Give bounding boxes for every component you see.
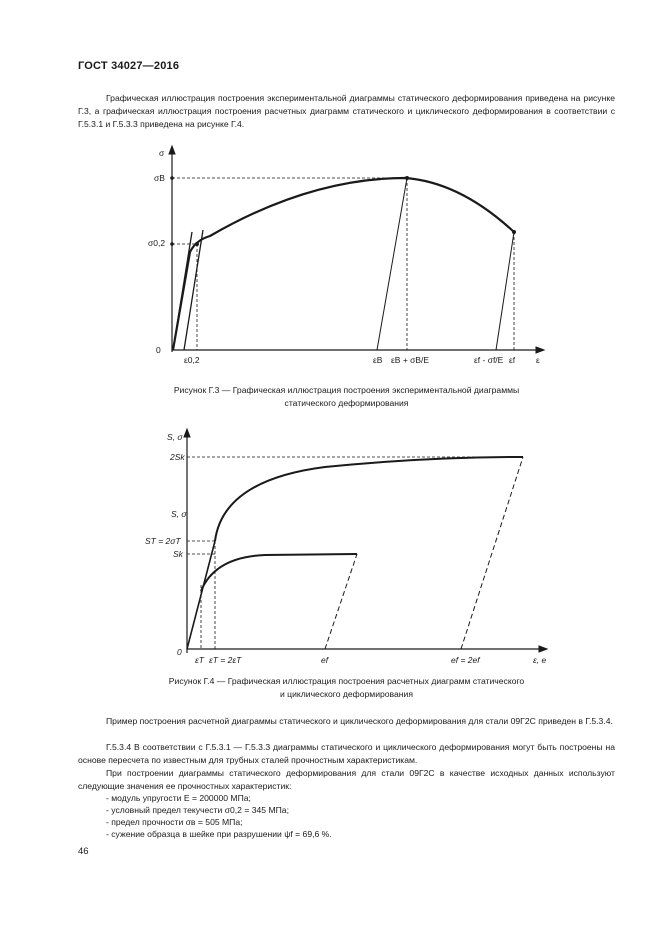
list-item-strength: - предел прочности σв = 505 МПа; <box>106 817 243 827</box>
fig3-point-y-sigma-b <box>170 176 174 180</box>
fig3-label-eps-b: εB <box>373 355 383 365</box>
fig3-y-arrow <box>169 146 175 154</box>
fig3-label-eps-b-plus: εB + σB/E <box>391 355 430 365</box>
intro-paragraph: Графическая иллюстрация построения экспериментальной диаграммы статического деформирования приведена на рисунке Г.3, а графическая иллюстрация построения расчетных диаграмм статического и циклического деформирования в соответствии с Г.5.3.1 и Г.5.3.3 приведена на рисунке Г.4. <box>78 93 615 130</box>
fig3-point-fracture <box>512 230 516 234</box>
fig3-x-arrow <box>536 347 544 353</box>
fig3-deformation-curve <box>173 178 514 350</box>
figure-g3 <box>140 142 560 372</box>
fig3-label-eps-f-minus: εf - σf/E <box>474 355 504 365</box>
fig3-label-sigma-b: σB <box>154 173 165 183</box>
list-item-modulus: - модуль упругости E = 200000 МПа; <box>106 793 251 803</box>
fig3-unload-f <box>496 232 514 350</box>
figure4-caption-line2: и циклического деформирования <box>279 689 414 699</box>
fig4-label-sk: Sk <box>173 549 183 559</box>
fig4-static-curve <box>201 554 357 591</box>
fig4-unload-cyclic <box>461 457 523 649</box>
clause-paragraph: Г.5.3.4 В соответствии с Г.5.3.1 — Г.5.3.3 диаграммы статического и циклического деформирования могут быть построены на основе пересчета по известным для трубных сталей прочностным характеристикам. <box>78 742 615 766</box>
figure3-caption-line2: статического деформирования <box>284 398 409 408</box>
fig3-point-y-sigma-02 <box>170 242 174 246</box>
fig4-label-eps-t-eq: εT = 2εT <box>209 655 242 665</box>
fig4-label-y: S, σ <box>167 432 183 442</box>
list-item-yield: - условный предел текучести σ0,2 = 345 МПа; <box>106 805 289 815</box>
figure3-caption <box>78 384 615 410</box>
fig3-label-eps-02: ε0,2 <box>184 355 200 365</box>
fig3-label-x: ε <box>536 355 540 365</box>
fig4-label-s-sigma: S, σ <box>171 509 187 519</box>
fig4-label-st: ST = 2σT <box>145 536 181 546</box>
input-data-paragraph: При построении диаграммы статического деформирования для стали 09Г2С в качестве исходных данных используют следующие значения ее прочностных характеристик: <box>78 768 615 792</box>
fig4-label-x: ε, e <box>533 655 547 665</box>
fig4-label-origin: 0 <box>177 647 182 657</box>
example-paragraph: Пример построения расчетной диаграммы статического и циклического деформирования для стали 09Г2С приведен в Г.5.3.4. <box>106 716 613 726</box>
fig3-label-eps-f: εf <box>509 355 516 365</box>
fig3-unload-b <box>377 178 407 350</box>
fig3-label-sigma-02: σ0,2 <box>148 238 166 248</box>
fig4-label-eps-t: εT <box>195 655 204 665</box>
fig4-label-ef-eq: ef = 2ef <box>451 655 480 665</box>
document-header: ГОСТ 34027—2016 <box>78 60 180 72</box>
fig4-x-arrow <box>539 646 547 652</box>
fig4-label-2sk: 2Sk <box>170 452 185 462</box>
fig3-point-sigma-02 <box>195 242 199 246</box>
fig3-point-sigma-b <box>405 176 409 180</box>
figure3-caption-line1: Рисунок Г.3 — Графическая иллюстрация построения экспериментальной диаграммы <box>173 385 520 395</box>
fig4-label-ef: ef <box>321 655 329 665</box>
figure4-caption <box>78 675 615 701</box>
figure-g4 <box>135 425 565 670</box>
fig4-cyclic-curve <box>215 457 523 541</box>
fig4-unload-static <box>325 554 357 649</box>
fig3-label-origin: 0 <box>156 345 161 355</box>
fig4-y-arrow <box>184 429 190 437</box>
page-number: 46 <box>78 846 89 857</box>
list-item-necking: - сужение образца в шейке при разрушении ψf = 69,6 %. <box>106 829 332 839</box>
fig3-label-y: σ <box>159 148 165 158</box>
figure4-caption-line1: Рисунок Г.4 — Графическая иллюстрация построения расчетных диаграмм статического <box>168 676 525 686</box>
